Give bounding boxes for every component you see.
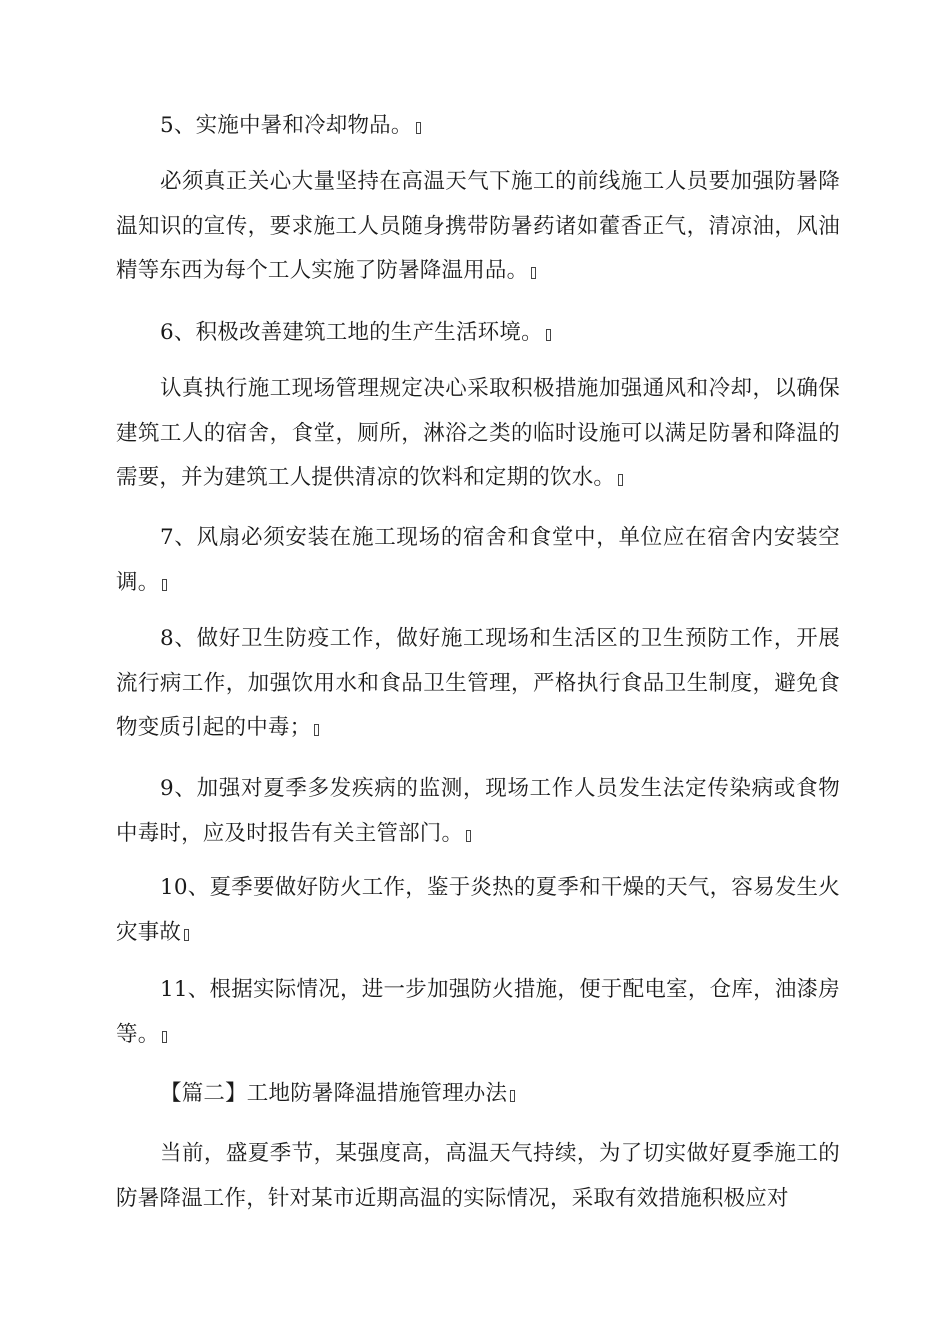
- paragraph-item-6-body: 认真执行施工现场管理规定决心采取积极措施加强通风和冷却，以确保建筑工人的宿舍，食堂，厕所，淋浴之类的临时设施可以满足防暑和降温的需要，并为建筑工人提供清凉的饮料和定期的饮水。: [116, 376, 840, 490]
- paragraph-mark-icon: [618, 474, 623, 486]
- paragraph-item-11: 11、根据实际情况，进一步加强防火措施，便于配电室，仓库，油漆房等。: [116, 977, 840, 1047]
- paragraph-mark-icon: [162, 1031, 167, 1043]
- section-heading-part-two: 【篇二】工地防暑降温措施管理办法: [116, 1072, 840, 1117]
- paragraph-mark-icon: [531, 267, 536, 279]
- paragraph-item-7: 7、风扇必须安装在施工现场的宿舍和食堂中，单位应在宿舍内安装空调。: [116, 525, 840, 595]
- paragraph-mark-icon: [314, 724, 319, 736]
- paragraph-item-9: 9、加强对夏季多发疾病的监测，现场工作人员发生法定传染病或食物中毒时，应及时报告有关主管部门。: [116, 776, 840, 846]
- paragraph-part-two-intro: 当前，盛夏季节，某强度高，高温天气持续，为了切实做好夏季施工的防暑降温工作，针对某市近期高温的实际情况，采取有效措施积极应对: [116, 1141, 840, 1211]
- paragraph-mark-icon: [184, 929, 189, 941]
- paragraph-item-5-heading: 5、实施中暑和冷却物品。: [116, 104, 840, 149]
- paragraph-mark-icon: [466, 830, 471, 842]
- paragraph-mark-icon: [416, 122, 421, 134]
- paragraph-item-10: 10、夏季要做好防火工作，鉴于炎热的夏季和干燥的天气，容易发生火灾事故: [116, 875, 840, 945]
- paragraph-mark-icon: [162, 579, 167, 591]
- paragraph-item-6-heading: 6、积极改善建筑工地的生产生活环境。: [116, 311, 840, 356]
- paragraph-item-8: 8、做好卫生防疫工作，做好施工现场和生活区的卫生预防工作，开展流行病工作，加强饮用水和食品卫生管理，严格执行食品卫生制度，避免食物变质引起的中毒；: [116, 626, 840, 740]
- paragraph-mark-icon: [546, 329, 551, 341]
- paragraph-item-5-body: 必须真正关心大量坚持在高温天气下施工的前线施工人员要加强防暑降温知识的宣传，要求施工人员随身携带防暑药诸如藿香正气，清凉油，风油精等东西为每个工人实施了防暑降温用品。: [116, 169, 840, 283]
- paragraph-mark-icon: [510, 1090, 515, 1102]
